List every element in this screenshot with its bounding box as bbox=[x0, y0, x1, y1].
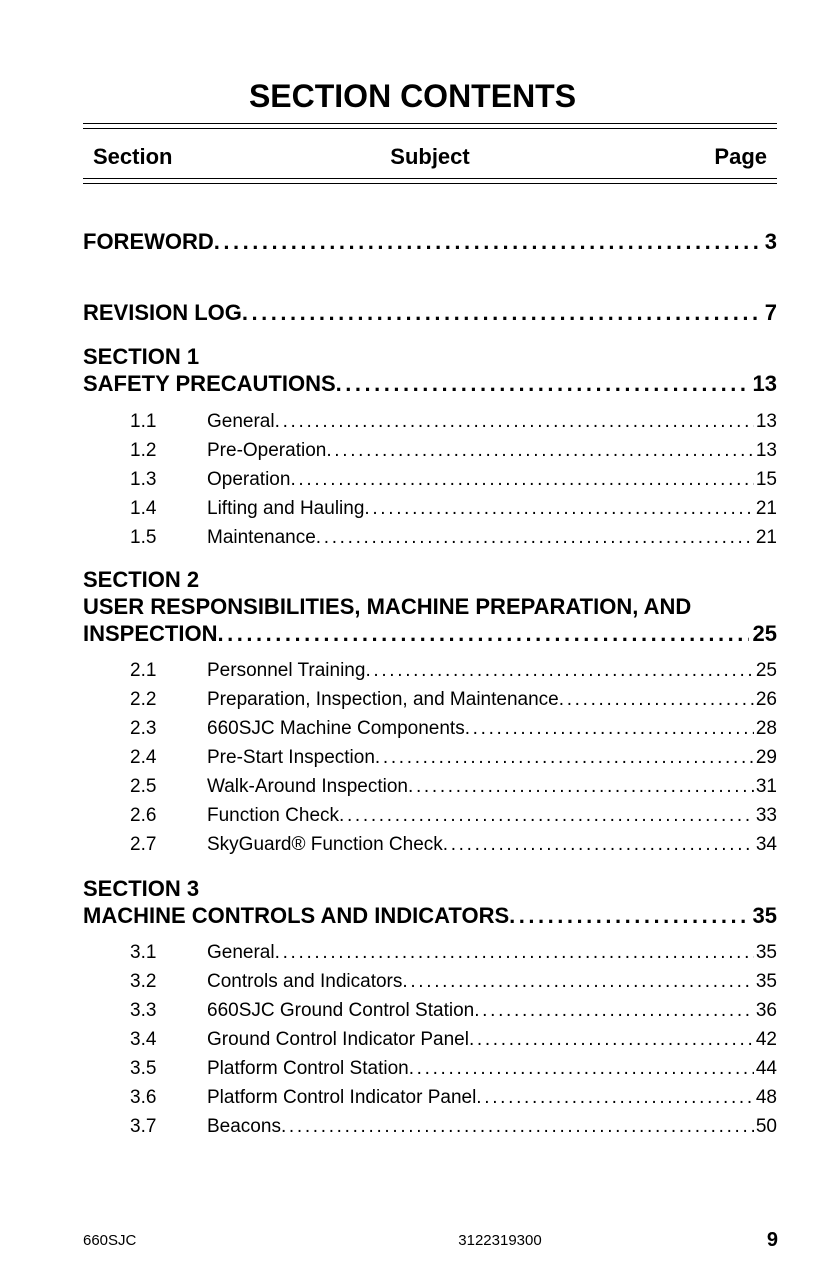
toc-sub-entry-2-4[interactable] bbox=[130, 745, 777, 771]
sub-entry-page: 13 bbox=[755, 440, 777, 461]
sub-entry-title: Ground Control Indicator Panel bbox=[207, 1029, 469, 1050]
footer-model: 660SJC bbox=[83, 1232, 137, 1249]
toc-entry-title: INSPECTION bbox=[83, 621, 218, 646]
dot-leader bbox=[326, 438, 754, 464]
toc-sub-entry-1-1[interactable] bbox=[130, 409, 777, 435]
sub-entry-title: Walk-Around Inspection bbox=[207, 776, 409, 797]
header-rule-top-2 bbox=[83, 128, 777, 129]
sub-entry-number: 3.4 bbox=[130, 1029, 157, 1050]
sub-entry-title: General bbox=[207, 411, 275, 432]
dot-leader bbox=[509, 902, 748, 930]
toc-sub-entry-2-2[interactable] bbox=[130, 687, 777, 713]
sub-entry-page: 28 bbox=[755, 718, 777, 739]
footer-doc-number: 3122319300 bbox=[458, 1232, 542, 1249]
sub-entry-page: 44 bbox=[755, 1058, 777, 1079]
sub-entry-page: 21 bbox=[755, 527, 777, 548]
toc-sub-entry-1-2[interactable] bbox=[130, 438, 777, 464]
toc-entry-title: MACHINE CONTROLS AND INDICATORS bbox=[83, 903, 510, 928]
sub-entry-title: Beacons bbox=[207, 1116, 281, 1137]
sub-entry-number: 2.1 bbox=[130, 660, 157, 681]
dot-leader bbox=[465, 716, 754, 742]
sub-entry-number: 2.4 bbox=[130, 747, 157, 768]
dot-leader bbox=[281, 1114, 754, 1140]
sub-entry-page: 31 bbox=[755, 776, 777, 797]
sub-entry-title: General bbox=[207, 942, 275, 963]
dot-leader bbox=[339, 803, 754, 829]
sub-entry-number: 1.4 bbox=[130, 498, 157, 519]
sub-entry-number: 3.3 bbox=[130, 1000, 157, 1021]
sub-entry-page: 35 bbox=[755, 942, 777, 963]
column-header-subject: Subject bbox=[390, 144, 470, 169]
sub-entry-title: Platform Control Station bbox=[207, 1058, 409, 1079]
sub-entry-title: Lifting and Hauling bbox=[207, 498, 365, 519]
section-2-label: SECTION 2 bbox=[83, 567, 200, 592]
toc-entry-section-3[interactable] bbox=[83, 902, 777, 930]
footer-page-number: 9 bbox=[766, 1229, 778, 1251]
sub-entry-title: Function Check bbox=[207, 805, 340, 826]
sub-entry-number: 3.5 bbox=[130, 1058, 157, 1079]
dot-leader bbox=[242, 299, 761, 327]
toc-sub-entry-3-3[interactable] bbox=[130, 998, 777, 1024]
toc-entry-page: 13 bbox=[752, 371, 777, 396]
dot-leader bbox=[474, 998, 754, 1024]
sub-entry-page: 42 bbox=[755, 1029, 777, 1050]
sub-entry-title: 660SJC Machine Components bbox=[207, 718, 465, 739]
toc-entry-page: 3 bbox=[764, 229, 777, 254]
sub-entry-title: Operation bbox=[207, 469, 291, 490]
dot-leader bbox=[275, 409, 754, 435]
toc-entry-page: 25 bbox=[752, 621, 777, 646]
dot-leader bbox=[316, 525, 754, 551]
sub-entry-page: 34 bbox=[755, 834, 777, 855]
sub-entry-page: 33 bbox=[755, 805, 777, 826]
toc-sub-entry-1-5[interactable] bbox=[130, 525, 777, 551]
toc-entry-page: 35 bbox=[752, 903, 777, 928]
sub-entry-page: 36 bbox=[755, 1000, 777, 1021]
toc-sub-entry-2-1[interactable] bbox=[130, 658, 777, 684]
sub-entry-title: Platform Control Indicator Panel bbox=[207, 1087, 477, 1108]
toc-entry-title: FOREWORD bbox=[83, 229, 214, 254]
dot-leader bbox=[559, 687, 754, 713]
sub-entry-title: Controls and Indicators bbox=[207, 971, 403, 992]
section-1-label: SECTION 1 bbox=[83, 344, 200, 369]
toc-sub-entry-1-3[interactable] bbox=[130, 467, 777, 493]
dot-leader bbox=[469, 1027, 754, 1053]
dot-leader bbox=[336, 370, 749, 398]
sub-entry-page: 13 bbox=[755, 411, 777, 432]
sub-entry-title: Pre-Start Inspection bbox=[207, 747, 375, 768]
toc-sub-entry-3-1[interactable] bbox=[130, 940, 777, 966]
header-rule-top-1 bbox=[83, 123, 777, 124]
toc-entry-revision-log[interactable] bbox=[83, 299, 777, 327]
section-3-label: SECTION 3 bbox=[83, 876, 200, 901]
sub-entry-page: 21 bbox=[755, 498, 777, 519]
sub-entry-title: Preparation, Inspection, and Maintenance bbox=[207, 689, 559, 710]
dot-leader bbox=[214, 228, 761, 256]
column-header-page: Page bbox=[714, 144, 767, 169]
sub-entry-number: 1.1 bbox=[130, 411, 157, 432]
header-rule-bottom-1 bbox=[83, 178, 777, 179]
sub-entry-page: 50 bbox=[755, 1116, 777, 1137]
dot-leader bbox=[217, 620, 748, 648]
sub-entry-number: 2.5 bbox=[130, 776, 157, 797]
sub-entry-page: 48 bbox=[755, 1087, 777, 1108]
sub-entry-page: 15 bbox=[755, 469, 777, 490]
toc-sub-entry-3-7[interactable] bbox=[130, 1114, 777, 1140]
sub-entry-number: 2.2 bbox=[130, 689, 157, 710]
toc-sub-entry-3-2[interactable] bbox=[130, 969, 777, 995]
dot-leader bbox=[375, 745, 754, 771]
toc-sub-entry-2-6[interactable] bbox=[130, 803, 777, 829]
section-2-title-line-1: USER RESPONSIBILITIES, MACHINE PREPARATION, AND bbox=[83, 594, 692, 619]
sub-entry-page: 26 bbox=[755, 689, 777, 710]
toc-sub-entry-3-4[interactable] bbox=[130, 1027, 777, 1053]
toc-entry-section-2[interactable] bbox=[83, 620, 777, 648]
sub-entry-number: 3.1 bbox=[130, 942, 157, 963]
dot-leader bbox=[409, 1056, 754, 1082]
toc-entry-title: REVISION LOG bbox=[83, 300, 242, 325]
toc-sub-entry-2-7[interactable] bbox=[130, 832, 777, 858]
column-header-section: Section bbox=[93, 144, 173, 169]
sub-entry-page: 35 bbox=[755, 971, 777, 992]
toc-sub-entry-2-3[interactable] bbox=[130, 716, 777, 742]
toc-entry-foreword[interactable] bbox=[83, 228, 777, 256]
sub-entry-title: Personnel Training bbox=[207, 660, 366, 681]
page-title: SECTION CONTENTS bbox=[248, 78, 577, 114]
sub-entry-number: 2.6 bbox=[130, 805, 157, 826]
sub-entry-page: 25 bbox=[755, 660, 777, 681]
toc-sub-entry-1-4[interactable] bbox=[130, 496, 777, 522]
sub-entry-title: Pre-Operation bbox=[207, 440, 327, 461]
dot-leader bbox=[476, 1085, 754, 1111]
dot-leader bbox=[408, 774, 754, 800]
dot-leader bbox=[365, 658, 753, 684]
toc-entry-title: SAFETY PRECAUTIONS bbox=[83, 371, 336, 396]
toc-entry-page: 7 bbox=[764, 300, 777, 325]
sub-entry-number: 1.3 bbox=[130, 469, 157, 490]
toc-sub-entry-3-5[interactable] bbox=[130, 1056, 777, 1082]
toc-sub-entry-2-5[interactable] bbox=[130, 774, 777, 800]
sub-entry-number: 2.7 bbox=[130, 834, 157, 855]
toc-entry-section-1[interactable] bbox=[83, 370, 777, 398]
sub-entry-number: 1.5 bbox=[130, 527, 157, 548]
sub-entry-number: 3.2 bbox=[130, 971, 157, 992]
sub-entry-number: 3.6 bbox=[130, 1087, 157, 1108]
sub-entry-number: 2.3 bbox=[130, 718, 157, 739]
sub-entry-number: 3.7 bbox=[130, 1116, 157, 1137]
dot-leader bbox=[364, 496, 753, 522]
dot-leader bbox=[402, 969, 753, 995]
dot-leader bbox=[275, 940, 754, 966]
sub-entry-title: SkyGuard® Function Check bbox=[207, 834, 443, 855]
sub-entry-title: 660SJC Ground Control Station bbox=[207, 1000, 475, 1021]
sub-entry-page: 29 bbox=[755, 747, 777, 768]
toc-sub-entry-3-6[interactable] bbox=[130, 1085, 777, 1111]
header-rule-bottom-2 bbox=[83, 183, 777, 184]
sub-entry-number: 1.2 bbox=[130, 440, 157, 461]
dot-leader bbox=[290, 467, 753, 493]
sub-entry-title: Maintenance bbox=[207, 527, 316, 548]
dot-leader bbox=[443, 832, 754, 858]
